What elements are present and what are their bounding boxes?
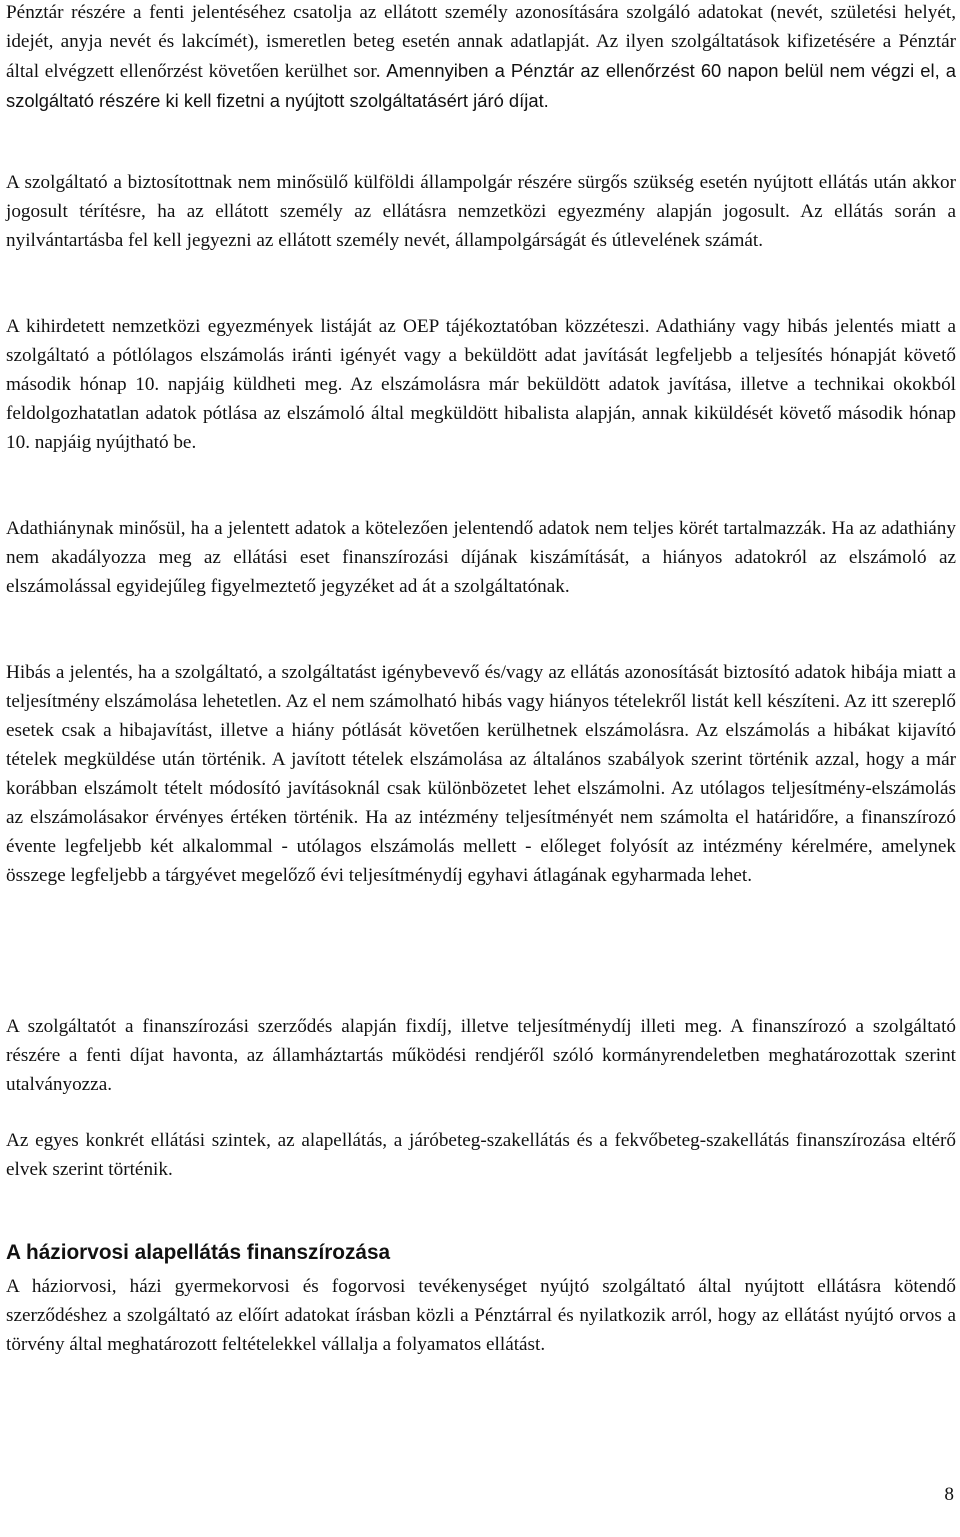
paragraph-p1-sans-text: Amennyiben a Pénztár az ellenőrzést 60 napon belül nem végzi el, a szolgáltató részére ki kell fizetni a nyújtott szolgáltatásért járó díjat.: [6, 60, 957, 111]
paragraph-erroneous-report: Hibás a jelentés, ha a szolgáltató, a szolgáltatást igénybevevő és/vagy az ellátás azonosítását biztosító adatok hibája miatt a teljesítmény elszámolása lehetetlen. Az el nem számolható hibás vagy hiányos tételekről listát kell készíteni. Az itt szereplő esetek csak a hibajavítást, illetve a hiány pótlását követően kerülhetnek elszámolásra. Az elszámolás a hibákat kijavító tételek megküldése után történik. A javított tételek elszámolása az általános szabályok szerint történik azzal, hogy a már korábban elszámolt tételt módosító javításoknál csak különbözetet lehet elszámolni. Az utólagos teljesítmény-elszámolás az elszámolásakor érvényes értéken történik. Ha az intézmény teljesítményét nem számolta el határidőre, a finanszírozó évente legfeljebb két alkalommal - utólagos elszámolás mellett - előleget folyósít az intézmény kérelmére, amelynek összege legfeljebb a tárgyévet megelőző évi teljesítménydíj egyhavi átlagának egyharmada lehet.: [6, 662, 956, 886]
paragraph-international-agreements: A kihirdetett nemzetközi egyezmények listáját az OEP tájékoztatóban közzéteszi. Adathiány vagy hibás jelentés miatt a szolgáltató a pótlólagos elszámolás iránti igényét vagy a beküldött adat javítását legfeljebb a teljesítés hónapját követő második hónap 10. napjáig küldheti meg. Az elszámolásra már beküldött adatok javítása, illetve a technikai okokból feldolgozhatatlan adatok pótlása az elszámoló által megküldött hibalista alapján, annak kiküldését követő második hónap 10. napjáig nyújtható be.: [6, 316, 956, 453]
paragraph-foreign-citizen: A szolgáltató a biztosítottnak nem minősülő külföldi állampolgár részére sürgős szükség esetén nyújtott ellátás után akkor jogosult térítésre, ha az ellátott személy az ellátásra nemzetközi egyezmény alapján jogosult. Az ellátás során a nyilvántartásba fel kell jegyezni az ellátott személy nevét, állampolgárságát és útlevelének számát.: [6, 172, 956, 251]
page-number: 8: [944, 1484, 954, 1505]
paragraph-patient-identification: [6, 0, 956, 116]
paragraph-gp-contract: A háziorvosi, házi gyermekorvosi és fogorvosi tevékenységet nyújtó szolgáltató által nyújtott ellátásra kötendő szerződéshez a szolgáltató az előírt adatokat írásban közli a Pénztárral és nyilatkozik arról, hogy az ellátást nyújtó orvos a törvény által meghatározott feltételekkel vállalja a folyamatos ellátást.: [6, 1276, 956, 1355]
paragraph-data-deficiency: Adathiánynak minősül, ha a jelentett adatok a kötelezően jelentendő adatok nem teljes körét tartalmazzák. Ha az adathiány nem akadályozza meg az ellátási eset finanszírozási díjának kiszámítását, a hiányos adatokról az elszámoló az elszámolással egyidejűleg figyelmeztető jegyzéket ad át a szolgáltatónak.: [6, 518, 956, 597]
paragraph-care-levels: Az egyes konkrét ellátási szintek, az alapellátás, a járóbeteg-szakellátás és a fekvőbeteg-szakellátás finanszírozása eltérő elvek szerint történik.: [6, 1130, 956, 1180]
paragraph-fixed-fee: A szolgáltatót a finanszírozási szerződés alapján fixdíj, illetve teljesítménydíj illeti meg. A finanszírozó a szolgáltató részére a fenti díjat havonta, az államháztartás működési rendjéről szóló kormányrendeletben meghatározottak szerint utalványozza.: [6, 1016, 956, 1095]
section-heading: A háziorvosi alapellátás finanszírozása: [6, 1241, 391, 1264]
paragraph-p1-serif-text: Pénztár részére a fenti jelentéséhez csatolja az ellátott személy azonosítására szolgáló adatokat (nevét, születési helyét, idejét, anyja nevét és lakcímét), ismeretlen beteg esetén annak adatlapját. Az ilyen szolgáltatások kifizetésére a Pénztár által elvégzett ellenőrzést követően kerülhet sor.: [6, 2, 956, 82]
